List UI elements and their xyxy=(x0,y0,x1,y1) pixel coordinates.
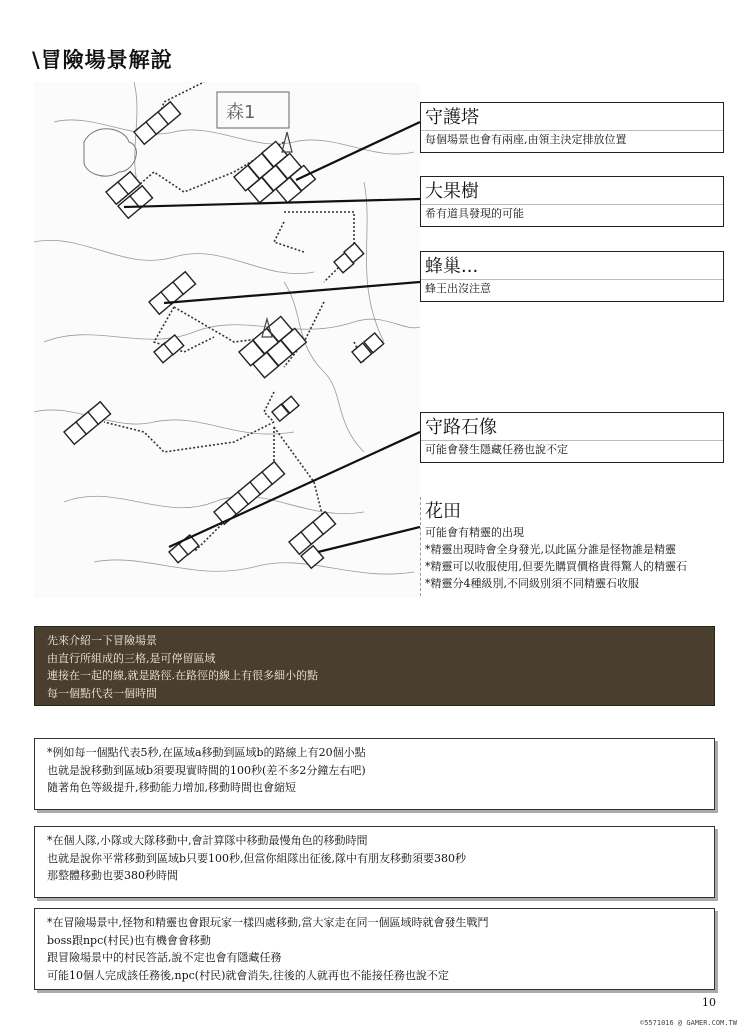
note-box xyxy=(34,738,715,810)
callout-title: 大果樹 xyxy=(425,181,479,202)
page-title: \冒險場景解說 xyxy=(32,48,173,72)
callout-line: 可能會有精靈的出現 xyxy=(425,526,524,539)
callout-title: 花田 xyxy=(425,501,461,522)
callout-guard-tower xyxy=(420,102,724,153)
callout-text: 每個場景也會有兩座,由領主決定排放位置 xyxy=(421,130,723,152)
note-line: *在冒險場景中,怪物和精靈也會跟玩家一樣四處移動,當大家走在同一個區域時就會發生戰鬥 xyxy=(47,916,489,929)
intro-line: 連接在一起的線,就是路徑.在路徑的線上有很多細小的點 xyxy=(47,669,318,682)
note-line: *在個人隊,小隊或大隊移動中,會計算隊中移動最慢角色的移動時間 xyxy=(47,834,368,847)
callout-line: *精靈分4種級別,不同級別須不同精靈石收服 xyxy=(425,577,639,590)
intro-line: 先來介紹一下冒險場景 xyxy=(47,634,157,647)
page-number: 10 xyxy=(702,996,716,1009)
callout-text: 可能會發生隱藏任務也說不定 xyxy=(421,440,723,462)
callout-title: 守路石像 xyxy=(425,417,497,438)
note-line: boss跟npc(村民)也有機會會移動 xyxy=(47,933,211,947)
note-line: 也就是說移動到區域b須要現實時間的100秒(差不多2分鐘左右吧) xyxy=(47,763,366,777)
callout-stone-statue xyxy=(420,412,724,463)
intro-line: 每一個點代表一個時間 xyxy=(47,686,157,700)
callout-text: 蜂王出沒注意 xyxy=(421,279,723,301)
callout-line: *精靈出現時會全身發光,以此區分誰是怪物誰是精靈 xyxy=(425,543,676,556)
callout-flower-field xyxy=(420,497,723,596)
map-sketch xyxy=(34,82,420,598)
callout-title: 守護塔 xyxy=(425,107,479,128)
note-line: 也就是說你平常移動到區域b只要100秒,但當你組隊出征後,隊中有朋友移動須要380秒 xyxy=(47,851,467,865)
note-line: 隨著角色等級提升,移動能力增加,移動時間也會縮短 xyxy=(47,781,296,794)
callout-text: 希有道具發現的可能 xyxy=(421,204,723,226)
note-line: 那整體移動也要380秒時間 xyxy=(47,869,178,882)
callout-title: 蜂巢... xyxy=(425,256,479,277)
note-line: *例如每一個點代表5秒,在區域a移動到區域b的路線上有20個小點 xyxy=(47,746,366,759)
note-line: 可能10個人完成該任務後,npc(村民)就會消失,往後的人就再也不能接任務也說不定 xyxy=(47,968,449,982)
intro-box xyxy=(34,626,715,706)
note-line: 跟冒險場景中的村民答話,說不定也會有隱藏任務 xyxy=(47,951,282,964)
callout-big-fruit-tree xyxy=(420,176,724,227)
note-box xyxy=(34,908,715,990)
callout-text xyxy=(421,524,723,596)
callout-bee-nest xyxy=(420,251,724,302)
note-box xyxy=(34,826,715,898)
credit-text: ©5571016 @ GAMER.COM.TW xyxy=(640,1019,737,1027)
sketch-label: 森1 xyxy=(226,102,256,123)
intro-line: 由直行所組成的三格,是可停留區域 xyxy=(47,651,216,665)
callout-line: *精靈可以收服使用,但要先購買價格貴得驚人的精靈石 xyxy=(425,560,687,573)
